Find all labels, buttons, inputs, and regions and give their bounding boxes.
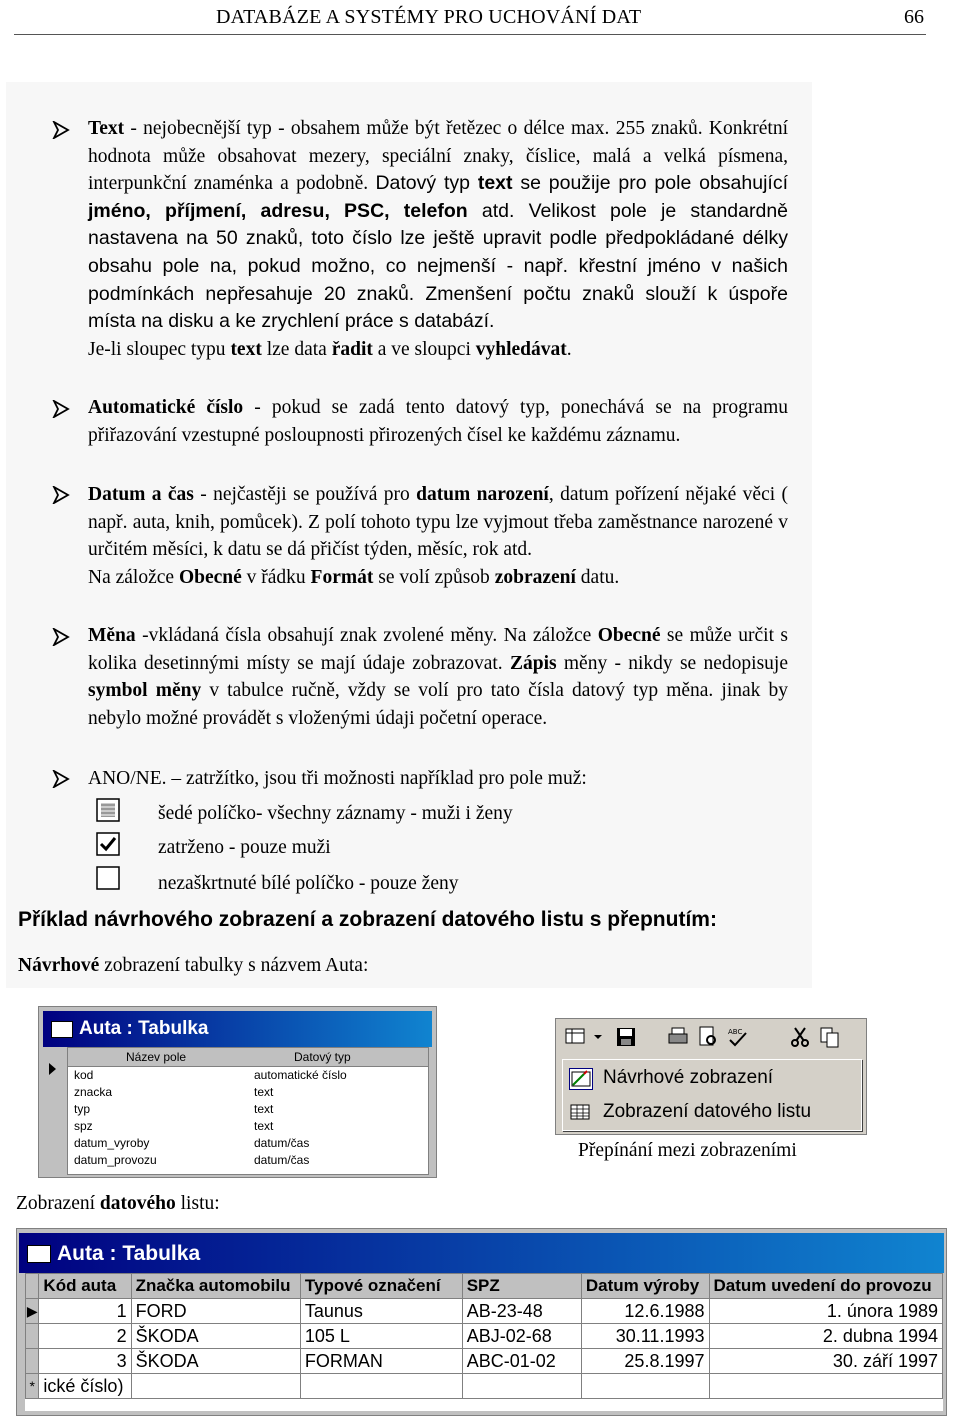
new-record-row[interactable] — [26, 1374, 943, 1399]
design-field-row[interactable] — [68, 1152, 428, 1169]
table-cell[interactable] — [462, 1374, 581, 1399]
table-cell[interactable]: 30.11.1993 — [581, 1324, 709, 1349]
column-header[interactable]: Kód auta — [39, 1274, 131, 1299]
cut-icon[interactable] — [788, 1025, 812, 1049]
design-caption: Návrhové zobrazení tabulky s názvem Auta: — [18, 955, 369, 976]
datasheet-window — [16, 1228, 947, 1416]
column-header[interactable]: Značka automobilu — [131, 1274, 300, 1299]
chevron-down-icon[interactable] — [592, 1025, 604, 1049]
checkbox-label-checked: zatrženo - pouze muži — [158, 837, 331, 858]
field-type: text — [254, 1119, 274, 1133]
unchecked-checkbox-icon — [96, 866, 120, 890]
header-title: DATABÁZE A SYSTÉMY PRO UCHOVÁNÍ DAT — [216, 6, 642, 28]
design-field-row[interactable] — [68, 1084, 428, 1101]
field-type: datum/čas — [254, 1153, 310, 1167]
table-cell[interactable]: 1. února 1989 — [709, 1299, 943, 1324]
current-record-icon[interactable]: ▶ — [26, 1299, 39, 1324]
table-row[interactable] — [26, 1324, 943, 1349]
field-name: datum_vyroby — [74, 1136, 150, 1150]
menu-item-datasheet-label: Zobrazení datového listu — [603, 1101, 812, 1122]
datasheet-window-titlebar[interactable] — [19, 1233, 944, 1273]
field-name: kod — [74, 1068, 94, 1082]
table-cell[interactable]: FORMAN — [300, 1349, 462, 1374]
page-number: 66 — [904, 6, 924, 28]
record-selector[interactable] — [26, 1349, 39, 1374]
table-cell[interactable] — [131, 1374, 300, 1399]
grey-checkbox-icon — [96, 798, 120, 822]
table-cell[interactable] — [581, 1374, 709, 1399]
table-cell[interactable]: 2. dubna 1994 — [709, 1324, 943, 1349]
bullet-arrow-icon — [52, 486, 70, 504]
record-selector[interactable] — [26, 1324, 39, 1349]
design-grid — [67, 1047, 429, 1175]
spelling-icon[interactable] — [726, 1025, 750, 1049]
field-type: text — [254, 1085, 274, 1099]
field-type: datum/čas — [254, 1136, 310, 1150]
design-field-row[interactable] — [68, 1118, 428, 1135]
view-switch-toolbar — [555, 1018, 867, 1135]
bullet-arrow-icon — [52, 628, 70, 646]
field-type: automatické číslo — [254, 1068, 347, 1082]
column-header[interactable]: Typové označení — [300, 1274, 462, 1299]
table-cell[interactable]: 2 — [39, 1324, 131, 1349]
table-cell[interactable]: 25.8.1997 — [581, 1349, 709, 1374]
table-cell[interactable]: Taunus — [300, 1299, 462, 1324]
datasheet-caption: Zobrazení datového listu: — [16, 1193, 220, 1214]
svg-text:ABC: ABC — [728, 1028, 743, 1036]
table-cell[interactable] — [709, 1374, 943, 1399]
item-yesno: ANO/NE. – zatržítko, jsou tři možnosti například pro pole muž: — [88, 768, 587, 789]
menu-item-datasheet-view[interactable] — [563, 1096, 861, 1129]
menu-item-design-view[interactable] — [563, 1062, 861, 1095]
item-autonumber: Automatické číslo - pokud se zadá tento datový typ, ponechává se na programu přiřazování vzestupné posloupnosti přirozených čísel ke každému záznamu. — [88, 397, 789, 446]
new-record-icon: * — [26, 1374, 39, 1399]
col-data-type: Datový typ — [294, 1050, 351, 1064]
table-row[interactable] — [26, 1349, 943, 1374]
table-cell[interactable]: ABC-01-02 — [462, 1349, 581, 1374]
table-cell[interactable]: FORD — [131, 1299, 300, 1324]
design-window-title: Auta : Tabulka — [79, 1018, 209, 1039]
table-cell[interactable]: 105 L — [300, 1324, 462, 1349]
item-currency: Měna -vkládaná čísla obsahují znak zvolené měny. Na záložce Obecné se může určit s kolika desetinnými místy se mají údaje zobrazovat. Zápis měny - nikdy se nedopisuje symbol měny v tabulce ručně, vždy se volí pro tato čísla datový typ měna. jinak by nebylo možné provádět s vloženými údaji početní operace. — [88, 625, 788, 729]
row-selector[interactable] — [41, 1047, 65, 1173]
table-cell[interactable] — [300, 1374, 462, 1399]
field-name: typ — [74, 1102, 91, 1116]
copy-icon[interactable] — [818, 1025, 842, 1049]
checkbox-label-unchecked: nezaškrtnuté bílé políčko - pouze ženy — [158, 873, 459, 894]
bullet-arrow-icon — [52, 121, 70, 139]
example-heading: Příklad návrhového zobrazení a zobrazení datového listu s přepnutím: — [18, 908, 717, 931]
table-cell[interactable]: 3 — [39, 1349, 131, 1374]
table-icon — [27, 1245, 51, 1263]
column-header[interactable]: Datum uvedení do provozu — [709, 1274, 943, 1299]
table-cell[interactable]: 1 — [39, 1299, 131, 1324]
design-grid-header — [68, 1048, 428, 1067]
table-cell[interactable]: ABJ-02-68 — [462, 1324, 581, 1349]
column-header[interactable]: SPZ — [462, 1274, 581, 1299]
datasheet-window-title: Auta : Tabulka — [57, 1242, 201, 1265]
table-row[interactable] — [26, 1299, 943, 1324]
view-dropdown-icon[interactable] — [564, 1025, 588, 1049]
design-field-row[interactable] — [68, 1135, 428, 1152]
view-menu — [562, 1059, 862, 1131]
table-icon — [51, 1021, 73, 1038]
datasheet-view-icon — [569, 1102, 591, 1122]
field-name: datum_provozu — [74, 1153, 157, 1167]
design-view-window — [38, 1006, 437, 1178]
table-cell[interactable]: ŠKODA — [131, 1324, 300, 1349]
table-cell[interactable]: ŠKODA — [131, 1349, 300, 1374]
checked-checkbox-icon — [96, 832, 120, 856]
print-preview-icon[interactable] — [696, 1025, 720, 1049]
corner-cell[interactable] — [26, 1274, 39, 1299]
design-field-row[interactable] — [68, 1067, 428, 1084]
design-field-row[interactable] — [68, 1101, 428, 1118]
field-name: znacka — [74, 1085, 113, 1099]
design-window-titlebar[interactable] — [43, 1011, 432, 1047]
menu-item-design-label: Návrhové zobrazení — [603, 1067, 774, 1088]
bullet-arrow-icon — [52, 400, 70, 418]
design-view-icon — [569, 1068, 593, 1090]
item-text-type: Text - nejobecnější typ - obsahem může být řetězec o délce max. 255 znaků. Konkrétní hodnota může obsahovat mezery, speciální znaky, číslice, malá a velká písmena, interpunkční znaménka a podobně. Datový typ text se použije pro pole obsahující jméno, příjmení, adresu, PSC, telefon atd. Velikost pole je standardně nastavena na 50 znaků, toto číslo lze ještě upravit podle předpokládané délky obsahu pole na, pokud možno, co nejmenší - např. křestní jméno v našich podmínkách nepřesahuje 20 znaků. Zmenšení počtu znaků slouží k úspoře místa na disku a ke zrychlení práce s databází. Je-li sloupec typu text lze data řadit a ve sloupci vyhledávat. — [88, 118, 789, 360]
switch-caption: Přepínání mezi zobrazeními — [578, 1140, 797, 1161]
table-cell[interactable]: 12.6.1988 — [581, 1299, 709, 1324]
checkbox-label-grey: šedé políčko- všechny záznamy - muži i ženy — [158, 803, 513, 824]
bullet-arrow-icon — [52, 770, 70, 788]
new-record-value[interactable]: ické číslo) — [39, 1374, 131, 1399]
table-cell[interactable]: AB-23-48 — [462, 1299, 581, 1324]
table-cell[interactable]: 30. září 1997 — [709, 1349, 943, 1374]
current-row-arrow-icon — [49, 1063, 56, 1075]
item-datetime: Datum a čas - nejčastěji se používá pro datum narození, datum pořízení nějaké věci ( např. auta, knih, pomůcek). Z polí tohoto typu lze vyjmout třeba zaměstnance narozené v určitém měsíci, k datu se dá přičíst týden, měsíc, rok atd. Na záložce Obecné v řádku Formát se volí způsob zobrazení datu. — [88, 484, 788, 588]
datasheet-grid — [25, 1273, 943, 1411]
print-icon[interactable] — [666, 1025, 690, 1049]
column-header[interactable]: Datum výroby — [581, 1274, 709, 1299]
page-header — [14, 0, 926, 35]
field-type: text — [254, 1102, 274, 1116]
col-field-name: Název pole — [126, 1050, 187, 1064]
save-icon[interactable] — [614, 1025, 638, 1049]
field-name: spz — [74, 1119, 93, 1133]
